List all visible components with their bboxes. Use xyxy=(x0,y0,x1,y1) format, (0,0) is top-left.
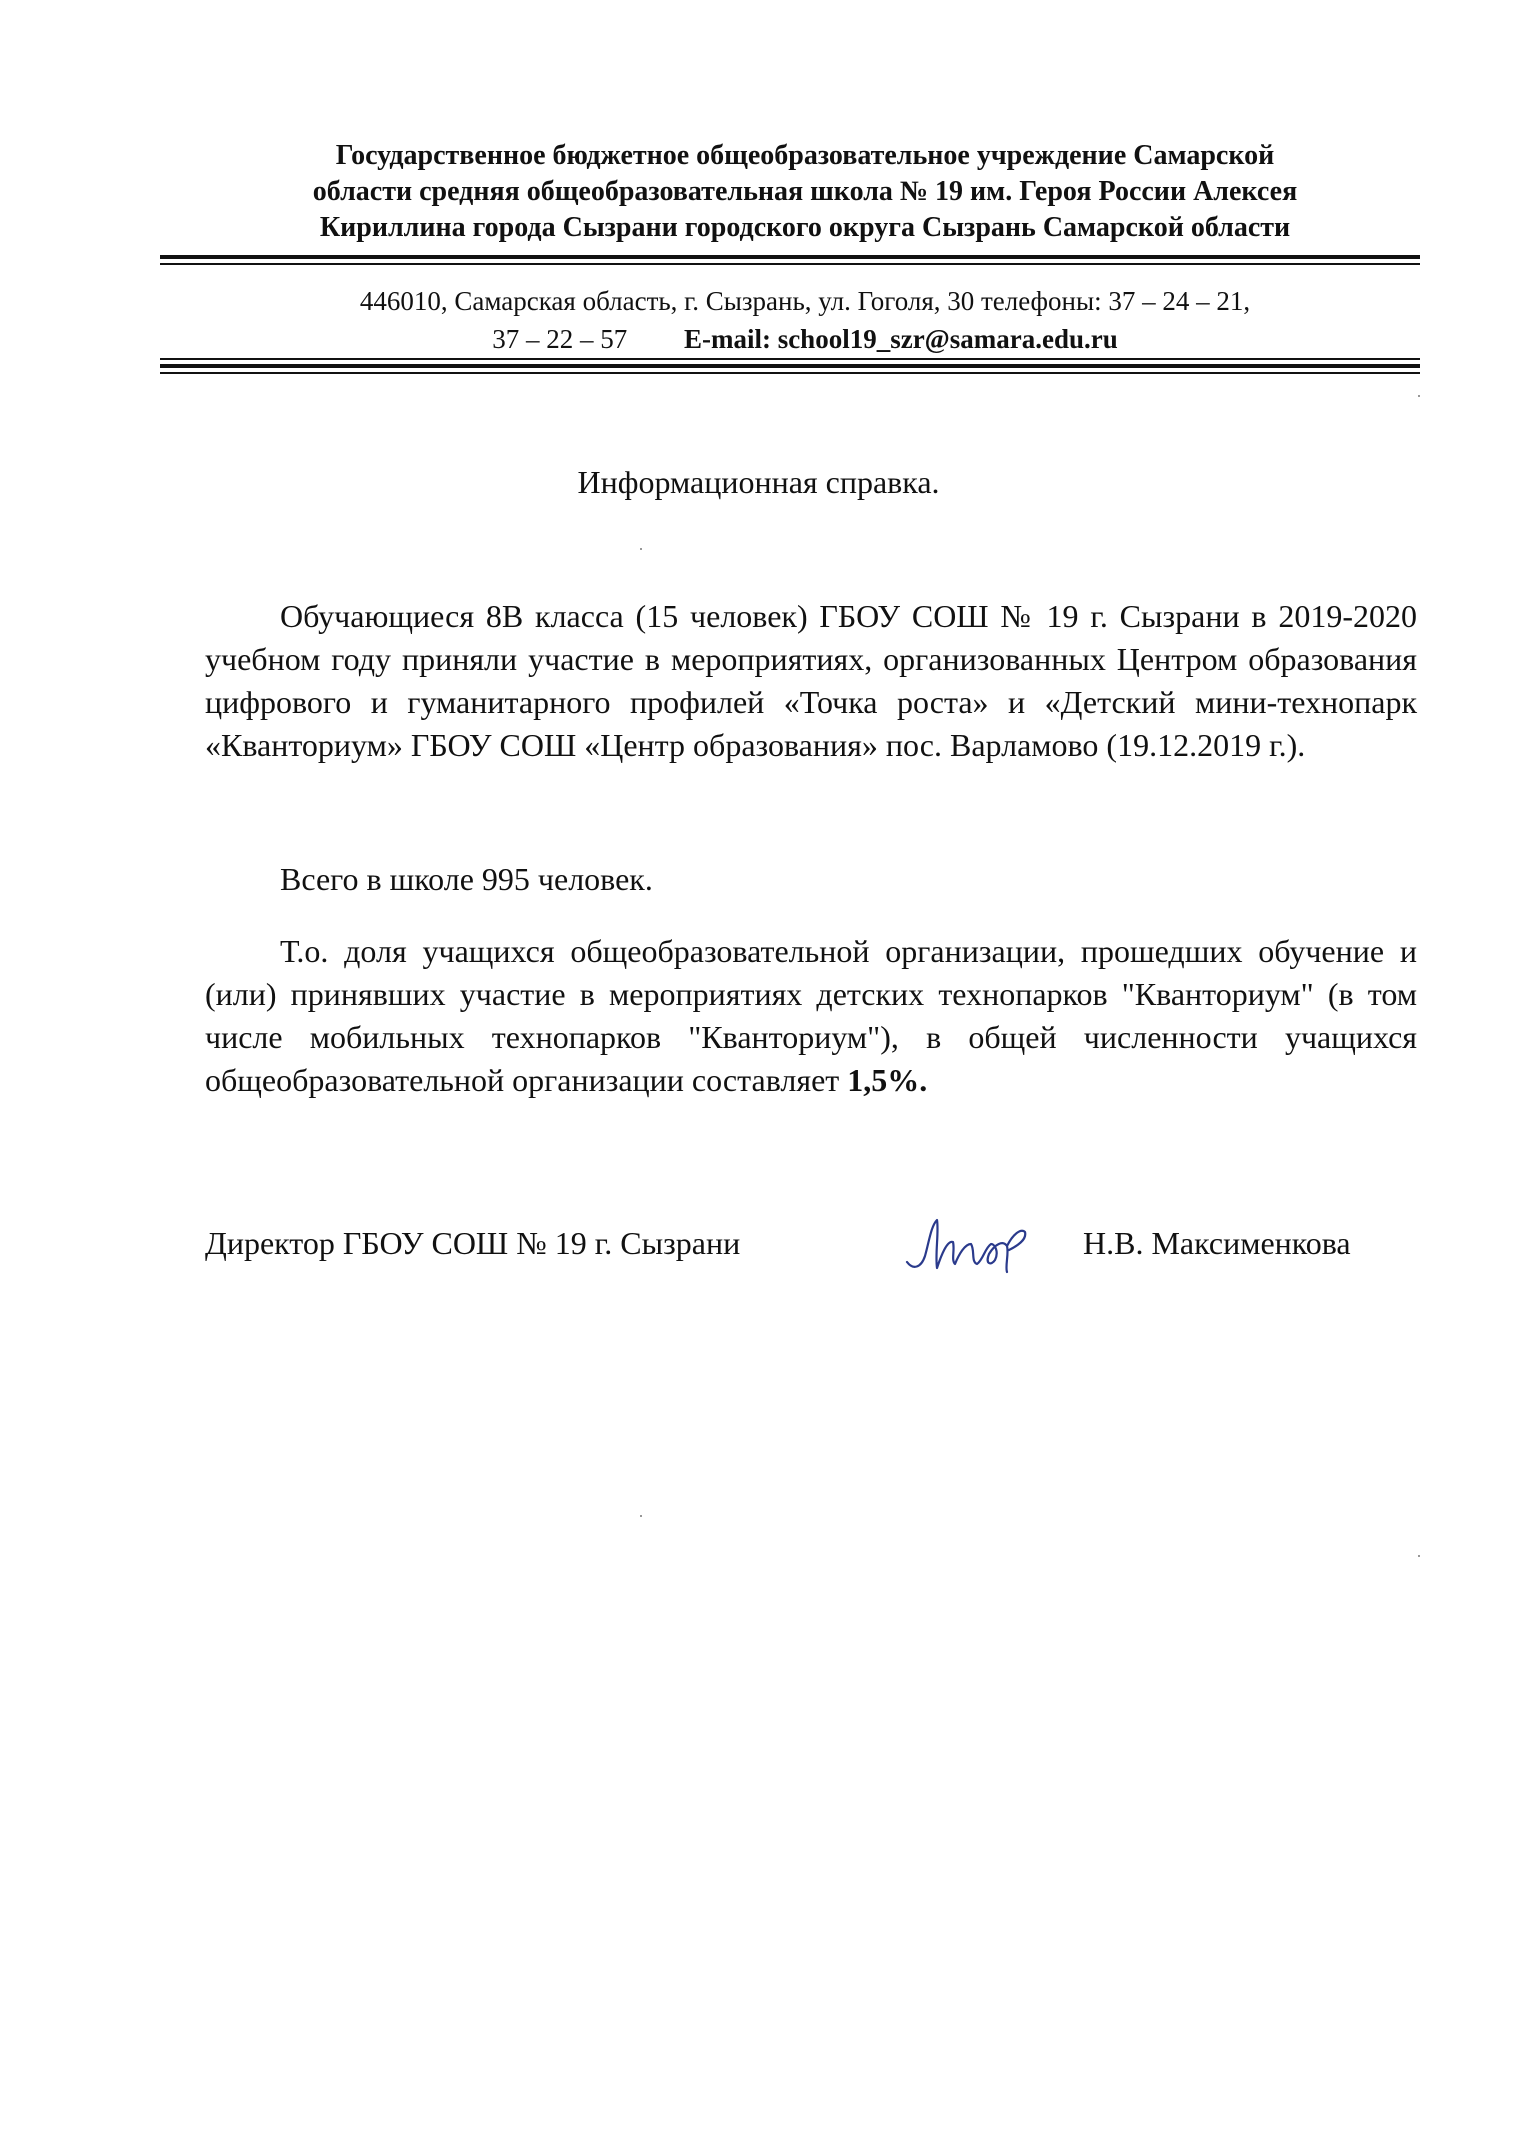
share-value: 1,5%. xyxy=(847,1062,928,1098)
letterhead-line-3: Кириллина города Сызрани городского округа Сызрань Самарской области xyxy=(319,212,1291,243)
letterhead-rule-bottom xyxy=(160,358,1420,378)
scan-speck xyxy=(640,548,642,550)
signatory-role: Директор ГБОУ СОШ № 19 г. Сызрани xyxy=(205,1225,741,1261)
rule-thin xyxy=(160,358,1420,360)
rule-thick xyxy=(160,255,1420,259)
email-address: E-mail: school19_szr@samara.edu.ru xyxy=(683,324,1118,354)
phone-2: 37 – 22 – 57 xyxy=(492,324,628,354)
phone-email-line xyxy=(240,320,1370,358)
handwritten-signature xyxy=(895,1210,1045,1280)
scan-speck xyxy=(1418,1555,1420,1557)
letterhead-organization xyxy=(240,138,1370,246)
paragraph-share xyxy=(205,930,1417,1102)
letterhead-rule-top xyxy=(160,255,1420,269)
letterhead-contacts xyxy=(240,282,1370,358)
address-line: 446010, Самарская область, г. Сызрань, ул. Гоголя, 30 телефоны: 37 – 24 – 21, xyxy=(359,286,1251,316)
letterhead-line-2: области средняя общеобразовательная школа № 19 им. Героя России Алексея xyxy=(312,176,1298,207)
paragraph-total-students: Всего в школе 995 человек. xyxy=(280,861,653,897)
paragraph-participation: Обучающиеся 8В класса (15 человек) ГБОУ СОШ № 19 г. Сызрани в 2019-2020 учебном году приняли участие в мероприятиях, организованных Центром образования цифрового и гуманитарного профилей «Точка роста» и «Детский мини-технопарк «Кванториум» ГБОУ СОШ «Центр образования» пос. Варламово (19.12.2019 г.). xyxy=(205,598,1417,763)
signatory-name: Н.В. Максименкова xyxy=(1083,1225,1351,1261)
share-text: Т.о. доля учащихся общеобразовательной организации, прошедших обучение и (или) принявших участие в мероприятиях детских технопарков "Кванториум" (в том числе мобильных технопарков "Кванториум"), в общей численности учащихся общеобразовательной организации составляет xyxy=(205,933,1417,1098)
signature-block xyxy=(205,1210,1417,1280)
document-title: Информационная справка. xyxy=(577,464,940,500)
letterhead-line-1: Государственное бюджетное общеобразовательное учреждение Самарской xyxy=(335,140,1275,171)
scan-speck xyxy=(1418,395,1420,397)
rule-thin xyxy=(160,263,1420,265)
scan-speck xyxy=(640,1515,642,1517)
rule-thin xyxy=(160,372,1420,374)
rule-thick xyxy=(160,364,1420,368)
